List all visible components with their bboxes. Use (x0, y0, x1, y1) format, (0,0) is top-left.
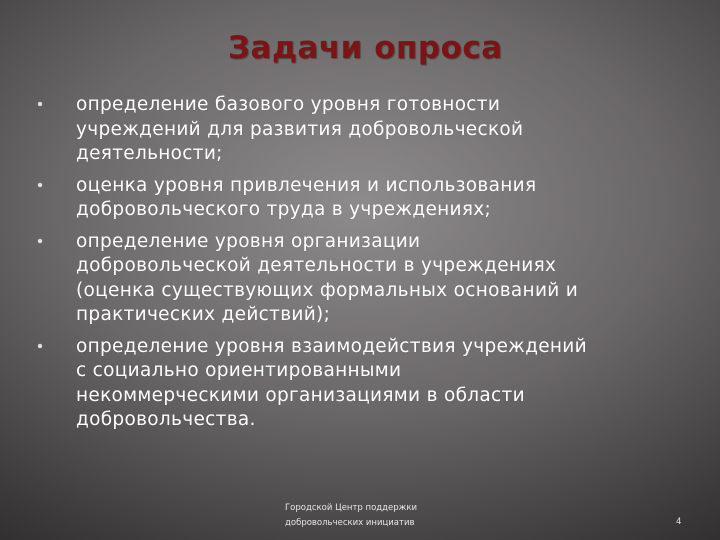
page-number: 4 (676, 517, 682, 527)
bullet-line: деятельности; (76, 143, 223, 164)
bullet-dot-icon (38, 102, 42, 106)
bullet-dot-icon (38, 239, 42, 243)
bullet-line: определение уровня взаимодействия учреждений (76, 335, 587, 357)
bullet-line: добровольческого труда в учреждениях; (76, 199, 492, 220)
bullet-dot-icon (38, 344, 42, 348)
bullet-line: добровольчества. (76, 409, 256, 430)
bullet-line: определение уровня организации (76, 230, 421, 252)
bullet-list (38, 93, 698, 440)
bullet-dot-icon (38, 183, 42, 187)
bullet-line: учреждений для развития добровольческой (76, 118, 524, 140)
bullet-line: некоммерческими организациями в области (76, 384, 525, 406)
bullet-line: практических действий); (76, 304, 331, 325)
bullet-item (38, 335, 698, 433)
bullet-line: оценка уровня привлечения и использования (76, 174, 537, 196)
bullet-line: с социально ориентированными (76, 360, 402, 381)
bullet-item (38, 230, 698, 328)
bullet-line: (оценка существующих формальных оснований и (76, 279, 579, 301)
bullet-line: добровольческой деятельности в учреждениях (76, 255, 557, 276)
bullet-item (38, 174, 698, 223)
footer-line: добровольческих инициатив (285, 518, 415, 528)
bullet-line: определение базового уровня готовности (76, 94, 501, 115)
footer-line: Городской Центр поддержки (285, 503, 417, 513)
footer-text (285, 501, 485, 531)
slide-title: Задачи опроса (228, 30, 503, 66)
bullet-item (38, 93, 698, 167)
